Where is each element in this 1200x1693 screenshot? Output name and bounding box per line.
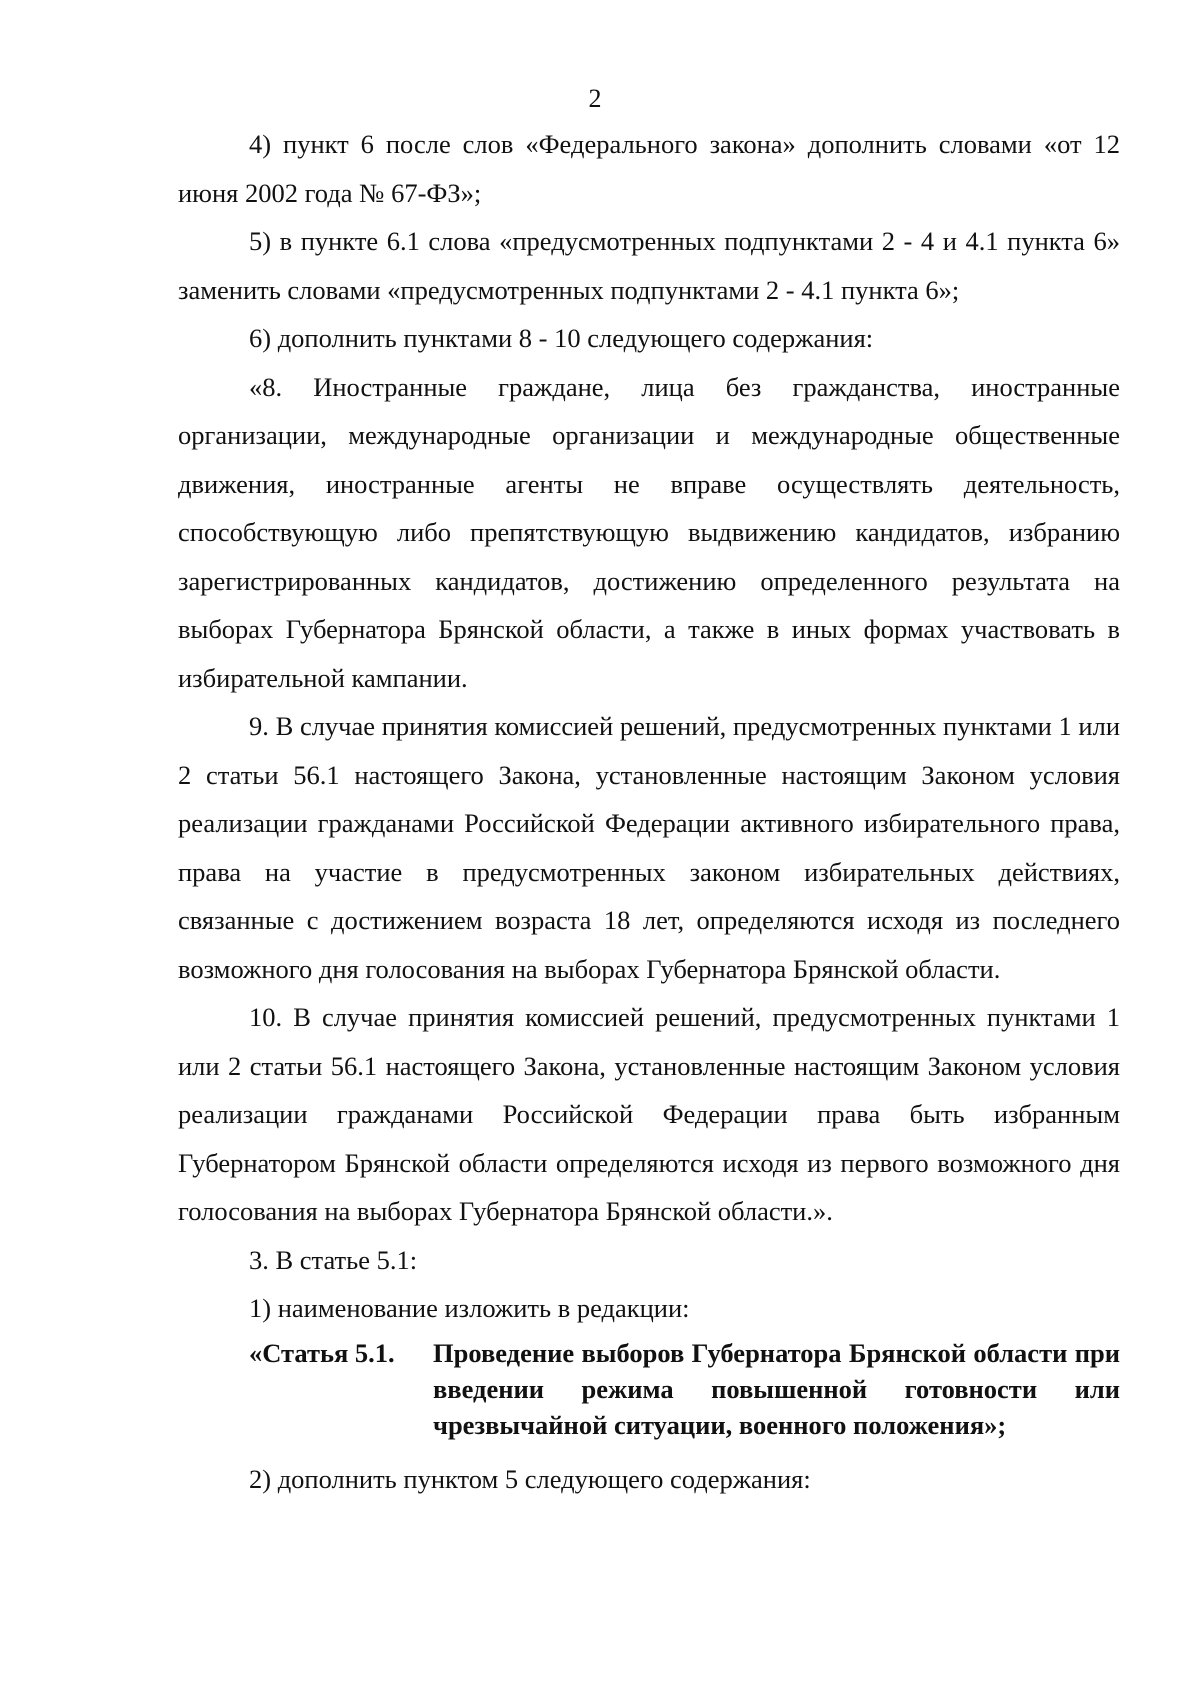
- paragraph-point-9: 9. В случае принятия комиссией решений, предусмотренных пунктами 1 или 2 статьи 56.1 настоящего Закона, установленные настоящим Законом условия реализации гражданами Российской Федерации активного избирательного права, права на участие в предусмотренных законом избирательных действиях, связанные с достижением возраста 18 лет, определяются исходя из последнего возможного дня голосования на выборах Губернатора Брянской области.: [178, 711, 1120, 984]
- paragraph-item-4: 4) пункт 6 после слов «Федерального закона» дополнить словами «от 12 июня 2002 года № 67-ФЗ»;: [178, 129, 1120, 208]
- page-number: 2: [588, 84, 602, 113]
- document-body: [178, 120, 1120, 1503]
- paragraph-section-3: 3. В статье 5.1:: [249, 1244, 418, 1275]
- paragraph-item-2: 2) дополнить пунктом 5 следующего содержания:: [249, 1463, 811, 1494]
- paragraph-item-5: 5) в пункте 6.1 слова «предусмотренных подпунктами 2 - 4 и 4.1 пункта 6» заменить словами «предусмотренных подпунктами 2 - 4.1 пункта 6»;: [178, 226, 1120, 305]
- article-title-block: [178, 1335, 1120, 1443]
- paragraph-point-10: 10. В случае принятия комиссией решений, предусмотренных пунктами 1 или 2 статьи 56.1 настоящего Закона, установленные настоящим Законом условия реализации гражданами Российской Федерации права быть избранным Губернатором Брянской области определяются исходя из первого возможного дня голосования на выборах Губернатора Брянской области.».: [178, 1002, 1120, 1226]
- article-title-text: Проведение выборов Губернатора Брянской области при введении режима повышенной готовности или чрезвычайной ситуации, военного положения»;: [433, 1337, 1120, 1440]
- paragraph-item-6: 6) дополнить пунктами 8 - 10 следующего содержания:: [249, 323, 874, 353]
- paragraph-item-1: 1) наименование изложить в редакции:: [249, 1293, 690, 1323]
- article-title-label: «Статья 5.1.: [249, 1337, 395, 1368]
- paragraph-point-8: «8. Иностранные граждане, лица без гражданства, иностранные организации, международные организации и международные общественные движения, иностранные агенты не вправе осуществлять деятельность, способствующую либо препятствующую выдвижению кандидатов, избранию зарегистрированных кандидатов, достижению определенного результата на выборах Губернатора Брянской области, а также в иных формах участвовать в избирательной кампании.: [178, 371, 1120, 693]
